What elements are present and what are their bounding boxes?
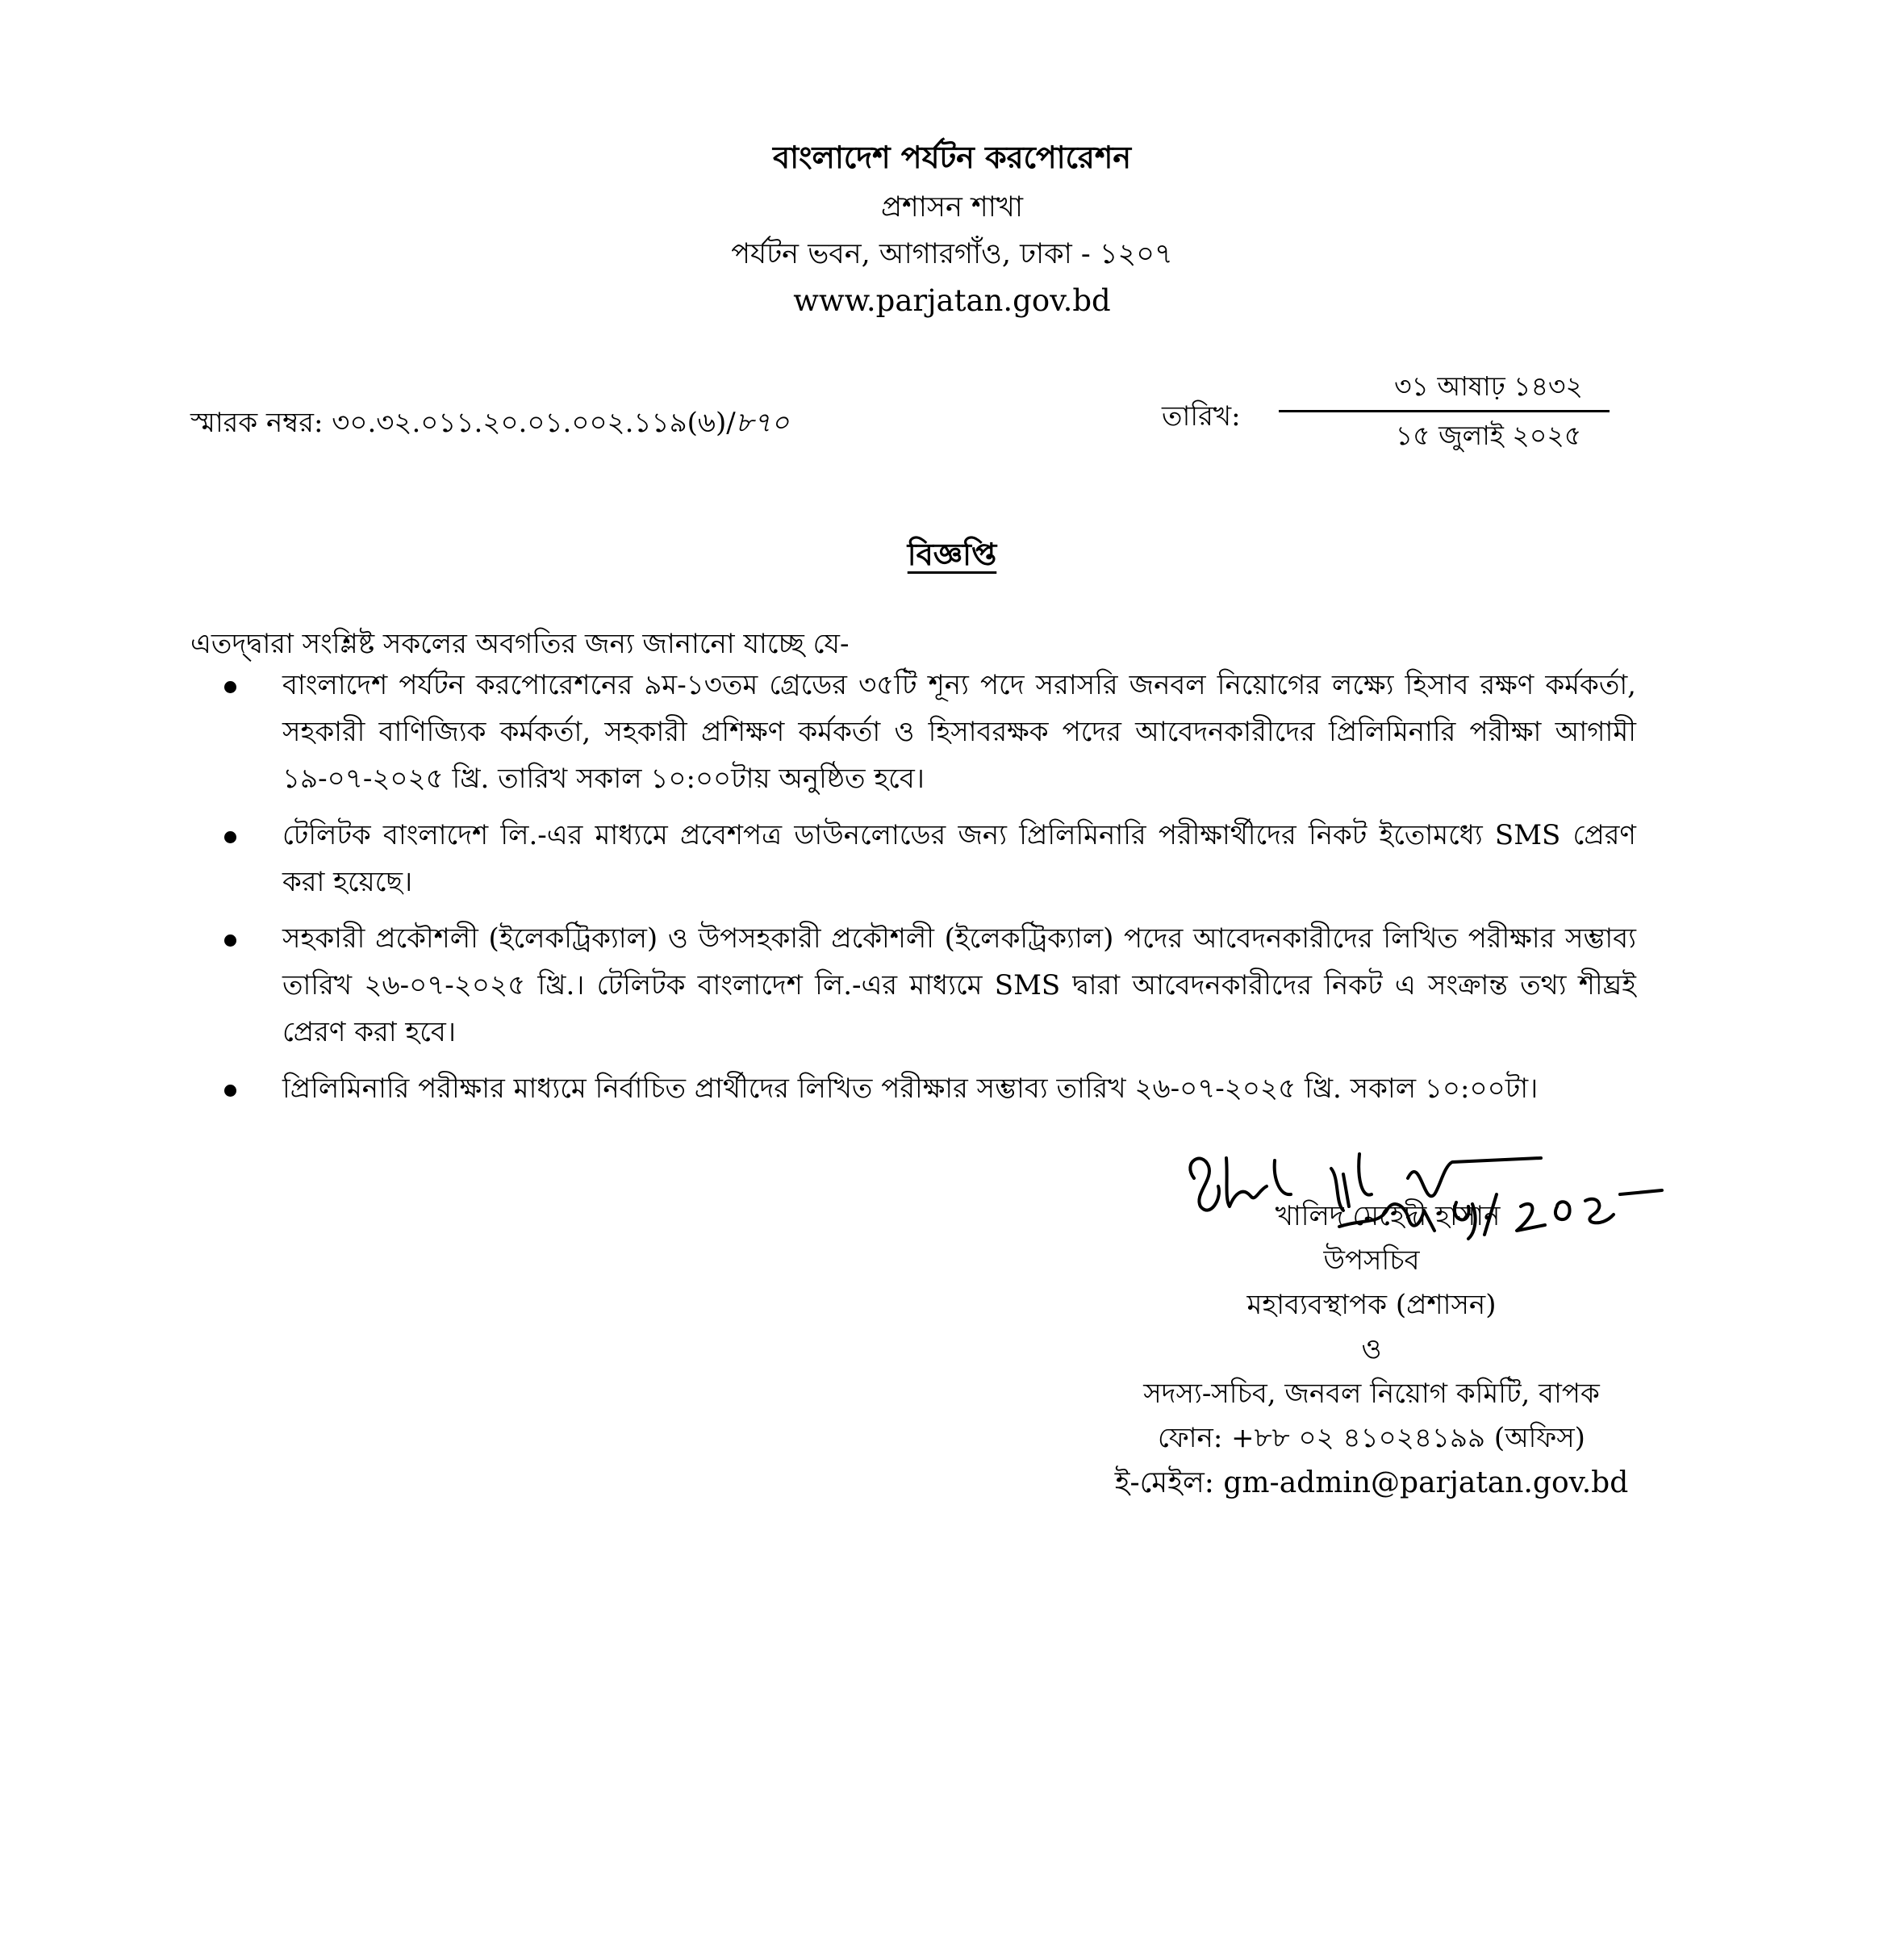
signatory-phone: ফোন: +৮৮ ০২ ৪১০২৪১৯৯ (অফিস) — [1158, 1422, 1585, 1454]
memo-number-handwritten: ৮৭০ — [735, 407, 790, 439]
bullet-text: বাংলাদেশ পর্যটন করপোরেশনের ৯ম-১৩তম গ্রেডের ৩৫টি শূন্য পদে সরাসরি জনবল নিয়োগের লক্ষ্যে হিসাব রক্ষণ কর্মকর্তা, সহকারী বাণিজ্যিক কর্মকর্তা, সহকারী প্রশিক্ষণ কর্মকর্তা ও হিসাবরক্ষক পদের আবেদনকারীদের প্রিলিমিনারি পরীক্ষা আগামী ১৯-০৭-২০২৫ খ্রি. তারিখ সকাল ১০:০০টায় অনুষ্ঠিত হবে। — [282, 669, 1636, 795]
date-block — [1279, 365, 1610, 458]
bullet-icon — [224, 934, 236, 947]
signatory-designation: উপসচিব — [1323, 1244, 1420, 1277]
memo-number-printed: স্মারক নম্বর: ৩০.৩২.০১১.২০.০১.০০২.১১৯(৬)/ — [190, 407, 736, 439]
bullet-text: টেলিটক বাংলাদেশ লি.-এর মাধ্যমে প্রবেশপত্র ডাউনলোডের জন্য প্রিলিমিনারি পরীক্ষার্থীদের নিকট ইতোমধ্যে SMS প্রেরণ করা হয়েছে। — [282, 819, 1636, 898]
letterhead — [0, 131, 1904, 324]
organization-name: বাংলাদেশ পর্যটন করপোরেশন — [772, 139, 1131, 175]
date-divider — [1279, 410, 1610, 412]
signatory-committee: সদস্য-সচিব, জনবল নিয়োগ কমিটি, বাপক — [1143, 1378, 1600, 1410]
memo-number — [190, 402, 789, 448]
signatory-role: মহাব্যবস্থাপক (প্রশাসন) — [1246, 1289, 1497, 1321]
signatory-block — [960, 1194, 1783, 1505]
list-item — [218, 662, 1636, 802]
date-gregorian: ১৫ জুলাই ২০২৫ — [1395, 420, 1582, 451]
signatory-conjunction: ও — [1361, 1333, 1382, 1365]
notice-bullet-list — [218, 662, 1636, 1122]
bullet-icon — [224, 1085, 236, 1097]
list-item — [218, 1065, 1636, 1112]
list-item — [218, 915, 1636, 1056]
notice-intro: এতদ্দ্বারা সংশ্লিষ্ট সকলের অবগতির জন্য জানানো যাচ্ছে যে- — [190, 628, 850, 660]
bullet-icon — [224, 831, 236, 843]
signatory-name: খালিদ মেহেদী হাসান — [1275, 1200, 1501, 1232]
website-link[interactable]: www.parjatan.gov.bd — [793, 283, 1111, 318]
notice-title-wrap — [0, 531, 1904, 583]
bullet-text: সহকারী প্রকৌশলী (ইলেকট্রিক্যাল) ও উপসহকারী প্রকৌশলী (ইলেকট্রিক্যাল) পদের আবেদনকারীদের লিখিত পরীক্ষার সম্ভাব্য তারিখ ২৬-০৭-২০২৫ খ্রি.। টেলিটক বাংলাদেশ লি.-এর মাধ্যমে SMS দ্বারা আবেদনকারীদের নিকট এ সংক্রান্ত তথ্য শীঘ্রই প্রেরণ করা হবে। — [282, 922, 1636, 1048]
date-bangla: ৩১ আষাঢ় ১৪৩২ — [1394, 370, 1583, 402]
list-item — [218, 812, 1636, 905]
branch-name: প্রশাসন শাখা — [880, 191, 1024, 224]
date-label: তারিখ: — [1162, 400, 1241, 433]
notice-title: বিজ্ঞপ্তি — [907, 536, 997, 572]
signatory-email[interactable]: ই-মেইল: gm-admin@parjatan.gov.bd — [1114, 1466, 1629, 1499]
bullet-text: প্রিলিমিনারি পরীক্ষার মাধ্যমে নির্বাচিত প্রার্থীদের লিখিত পরীক্ষার সম্ভাব্য তারিখ ২৬-০৭-২০২৫ খ্রি. সকাল ১০:০০টা। — [282, 1072, 1539, 1105]
bullet-icon — [224, 681, 236, 693]
address: পর্যটন ভবন, আগারগাঁও, ঢাকা - ১২০৭ — [731, 238, 1173, 270]
